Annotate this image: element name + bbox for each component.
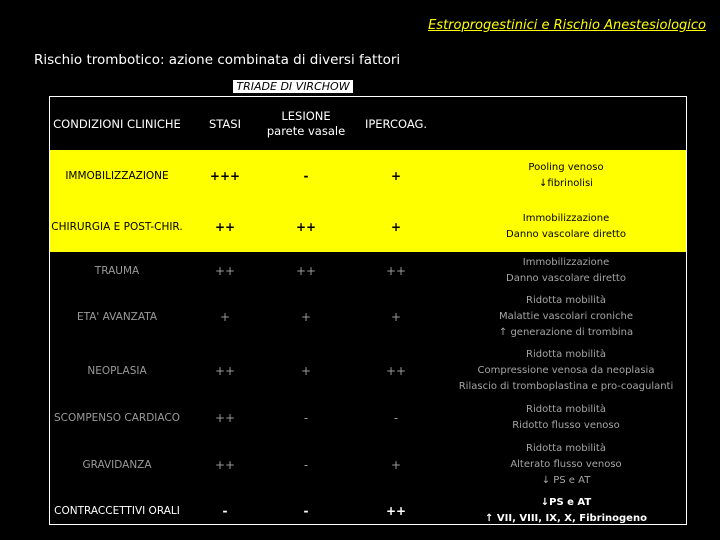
row-lesione: - [303, 504, 309, 518]
row-note-line: Rilascio di tromboplastina e pro-coagulanti [458, 381, 674, 392]
row-notes [446, 252, 686, 290]
header-ipercoag: IPERCOAG. [364, 116, 428, 131]
row-condition: CHIRURGIA E POST-CHIR. [50, 202, 184, 252]
row-note-line: Danno vascolare diretto [506, 273, 626, 284]
row-lesione: + [300, 364, 312, 378]
row-condition: IMMOBILIZZAZIONE [50, 150, 184, 202]
row-stasi: - [222, 504, 228, 518]
table-row-immobilizzazione [50, 150, 686, 202]
row-ipercoag: ++ [385, 504, 407, 518]
row-condition: NEOPLASIA [87, 365, 147, 377]
header-lesione [266, 97, 346, 150]
row-ipercoag: + [390, 458, 402, 472]
row-notes [446, 202, 686, 252]
row-note-line: Ridotta mobilità [526, 404, 606, 415]
row-lesione: + [300, 310, 312, 324]
row-condition: TRAUMA [94, 265, 140, 277]
row-ipercoag: ++ [385, 264, 407, 278]
row-note-line: Immobilizzazione [522, 257, 610, 268]
row-note-line: ↑ VII, VIII, IX, X, Fibrinogeno [485, 513, 647, 524]
row-note-line: Ridotta mobilità [526, 295, 606, 306]
row-lesione: ++ [266, 202, 346, 252]
header-lesione-line2: parete vasale [266, 123, 346, 138]
row-note-line: ↓ PS e AT [541, 475, 591, 486]
header-stasi: STASI [209, 116, 241, 131]
row-condition: SCOMPENSO CARDIACO [54, 412, 180, 424]
row-lesione: ++ [295, 264, 317, 278]
row-stasi: ++ [184, 202, 266, 252]
row-ipercoag: - [393, 411, 399, 425]
row-stasi: ++ [214, 411, 236, 425]
table-row-gravidanza [50, 438, 686, 492]
row-note-line: Malattie vascolari croniche [498, 311, 634, 322]
virchow-table [49, 96, 687, 525]
row-ipercoag: + [346, 202, 446, 252]
row-note-line: ↓PS e AT [540, 497, 592, 508]
row-condition: CONTRACCETTIVI ORALI [54, 505, 180, 517]
row-notes [446, 290, 686, 344]
row-stasi: ++ [214, 364, 236, 378]
virchow-table-grid [50, 97, 686, 530]
row-note-line: Ridotta mobilità [526, 443, 606, 454]
table-row-chirurgia [50, 202, 686, 252]
row-note-line: Compressione venosa da neoplasia [477, 365, 655, 376]
row-stasi: +++ [184, 150, 266, 202]
header-notes [446, 97, 686, 150]
header-conditions: CONDIZIONI CLINICHE [53, 116, 181, 131]
row-note-line: Ridotto flusso venoso [512, 420, 620, 431]
header-title: Estroprogestinici e Rischio Anestesiologico [428, 18, 706, 33]
triade-label: TRIADE DI VIRCHOW [233, 80, 353, 93]
row-note-line: Ridotta mobilità [526, 349, 606, 360]
table-row-contraccettivi [50, 492, 686, 530]
row-lesione: - [303, 411, 309, 425]
row-notes [446, 492, 686, 530]
row-condition: GRAVIDANZA [82, 459, 152, 471]
table-row-trauma [50, 252, 686, 290]
row-notes [446, 438, 686, 492]
row-note-line: Pooling venoso [528, 162, 604, 173]
row-ipercoag: + [390, 310, 402, 324]
row-note-line: Danno vascolare diretto [506, 229, 626, 240]
row-stasi: ++ [214, 264, 236, 278]
row-note-line: Immobilizzazione [522, 213, 610, 224]
row-stasi: ++ [214, 458, 236, 472]
row-ipercoag: ++ [385, 364, 407, 378]
row-notes [446, 398, 686, 438]
row-lesione: - [266, 150, 346, 202]
row-ipercoag: + [346, 150, 446, 202]
table-row-scompenso [50, 398, 686, 438]
row-condition: ETA' AVANZATA [76, 311, 158, 323]
row-note-line: ↑ generazione di trombina [498, 327, 634, 338]
row-note-line: ↓fibrinolisi [539, 178, 593, 189]
header-lesione-line1: LESIONE [281, 108, 331, 123]
row-lesione: - [303, 458, 309, 472]
table-row-eta-avanzata [50, 290, 686, 344]
row-notes [446, 150, 686, 202]
row-note-line: Alterato flusso venoso [510, 459, 622, 470]
slide-title: Rischio trombotico: azione combinata di diversi fattori [34, 52, 401, 68]
row-notes [446, 344, 686, 398]
row-stasi: + [219, 310, 231, 324]
table-row-neoplasia [50, 344, 686, 398]
table-header-row [50, 97, 686, 150]
